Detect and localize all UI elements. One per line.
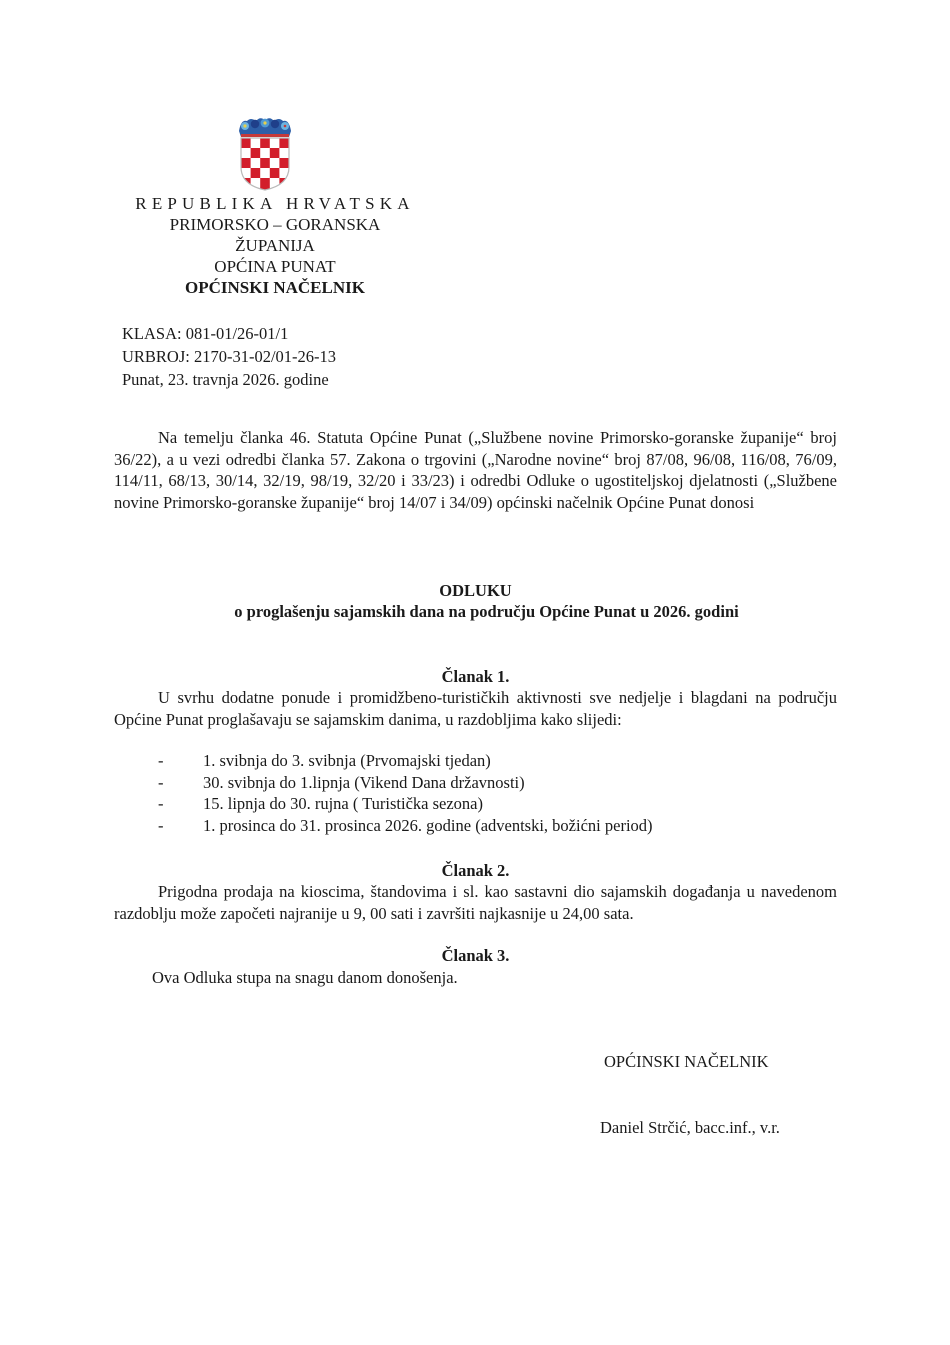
klasa: KLASA: 081-01/26-01/1	[122, 324, 289, 343]
list-item: - 30. svibnja do 1.lipnja (Vikend Dana državnosti)	[158, 772, 525, 792]
article-3-text: Ova Odluka stupa na snagu danom donošenja.	[152, 968, 458, 987]
article-1-text: U svrhu dodatne ponude i promidžbeno-turističkih aktivnosti sve nedjelje i blagdani na području Općine Punat proglašavaju se sajamskim danima, u razdobljima kako slijedi:	[114, 688, 837, 729]
croatian-coat-of-arms-icon	[237, 115, 293, 191]
decision-subtitle: o proglašenju sajamskih dana na području Općine Punat u 2026. godini	[234, 602, 739, 621]
urbroj: URBROJ: 2170-31-02/01-26-13	[122, 347, 337, 366]
signature-role: OPĆINSKI NAČELNIK	[604, 1052, 769, 1071]
article-2-title: Članak 2.	[441, 861, 510, 880]
document-meta	[122, 322, 336, 391]
decision-title: ODLUKU	[439, 581, 512, 600]
header-municipality: OPĆINA PUNAT	[214, 257, 336, 276]
header-office: OPĆINSKI NAČELNIK	[185, 278, 365, 297]
preamble: Na temelju članka 46. Statuta Općine Punat („Službene novine Primorsko-goranske županije“ broj 36/22), a u vezi odredbi članka 57. Zakona o trgovini („Narodne novine“ broj 87/08, 96/08, 116/08, 76/09, 114/11, 68/13, 30/14, 32/19, 98/19, 32/20 i 33/23) i odredbi Odluke o ugostiteljskoj djelatnosti („Službene novine Primorsko-goranske županije“ broj 14/07 i 34/09) općinski načelnik Općine Punat donosi	[114, 428, 837, 512]
header-county: PRIMORSKO – GORANSKA	[169, 215, 381, 234]
article-1-title: Članak 1.	[441, 667, 510, 686]
header-county-suffix: ŽUPANIJA	[235, 236, 315, 255]
place-date: Punat, 23. travnja 2026. godine	[122, 370, 329, 389]
signature-name: Daniel Strčić, bacc.inf., v.r.	[600, 1118, 780, 1137]
list-item: - 1. prosinca do 31. prosinca 2026. godine (adventski, božićni period)	[158, 815, 653, 835]
letterhead	[110, 193, 440, 298]
list-item: - 1. svibnja do 3. svibnja (Prvomajski tjedan)	[158, 751, 491, 770]
article-3-title: Članak 3.	[441, 946, 510, 965]
list-item: - 15. lipnja do 30. rujna ( Turistička sezona)	[158, 794, 484, 814]
article-2-text: Prigodna prodaja na kioscima, štandovima i sl. kao sastavni dio sajamskih događanja u navedenom razdoblju može započeti najranije u 9, 00 sati i završiti najkasnije u 24,00 sata.	[114, 882, 837, 923]
article-1-list	[114, 750, 653, 836]
header-country: REPUBLIKA HRVATSKA	[135, 194, 415, 213]
